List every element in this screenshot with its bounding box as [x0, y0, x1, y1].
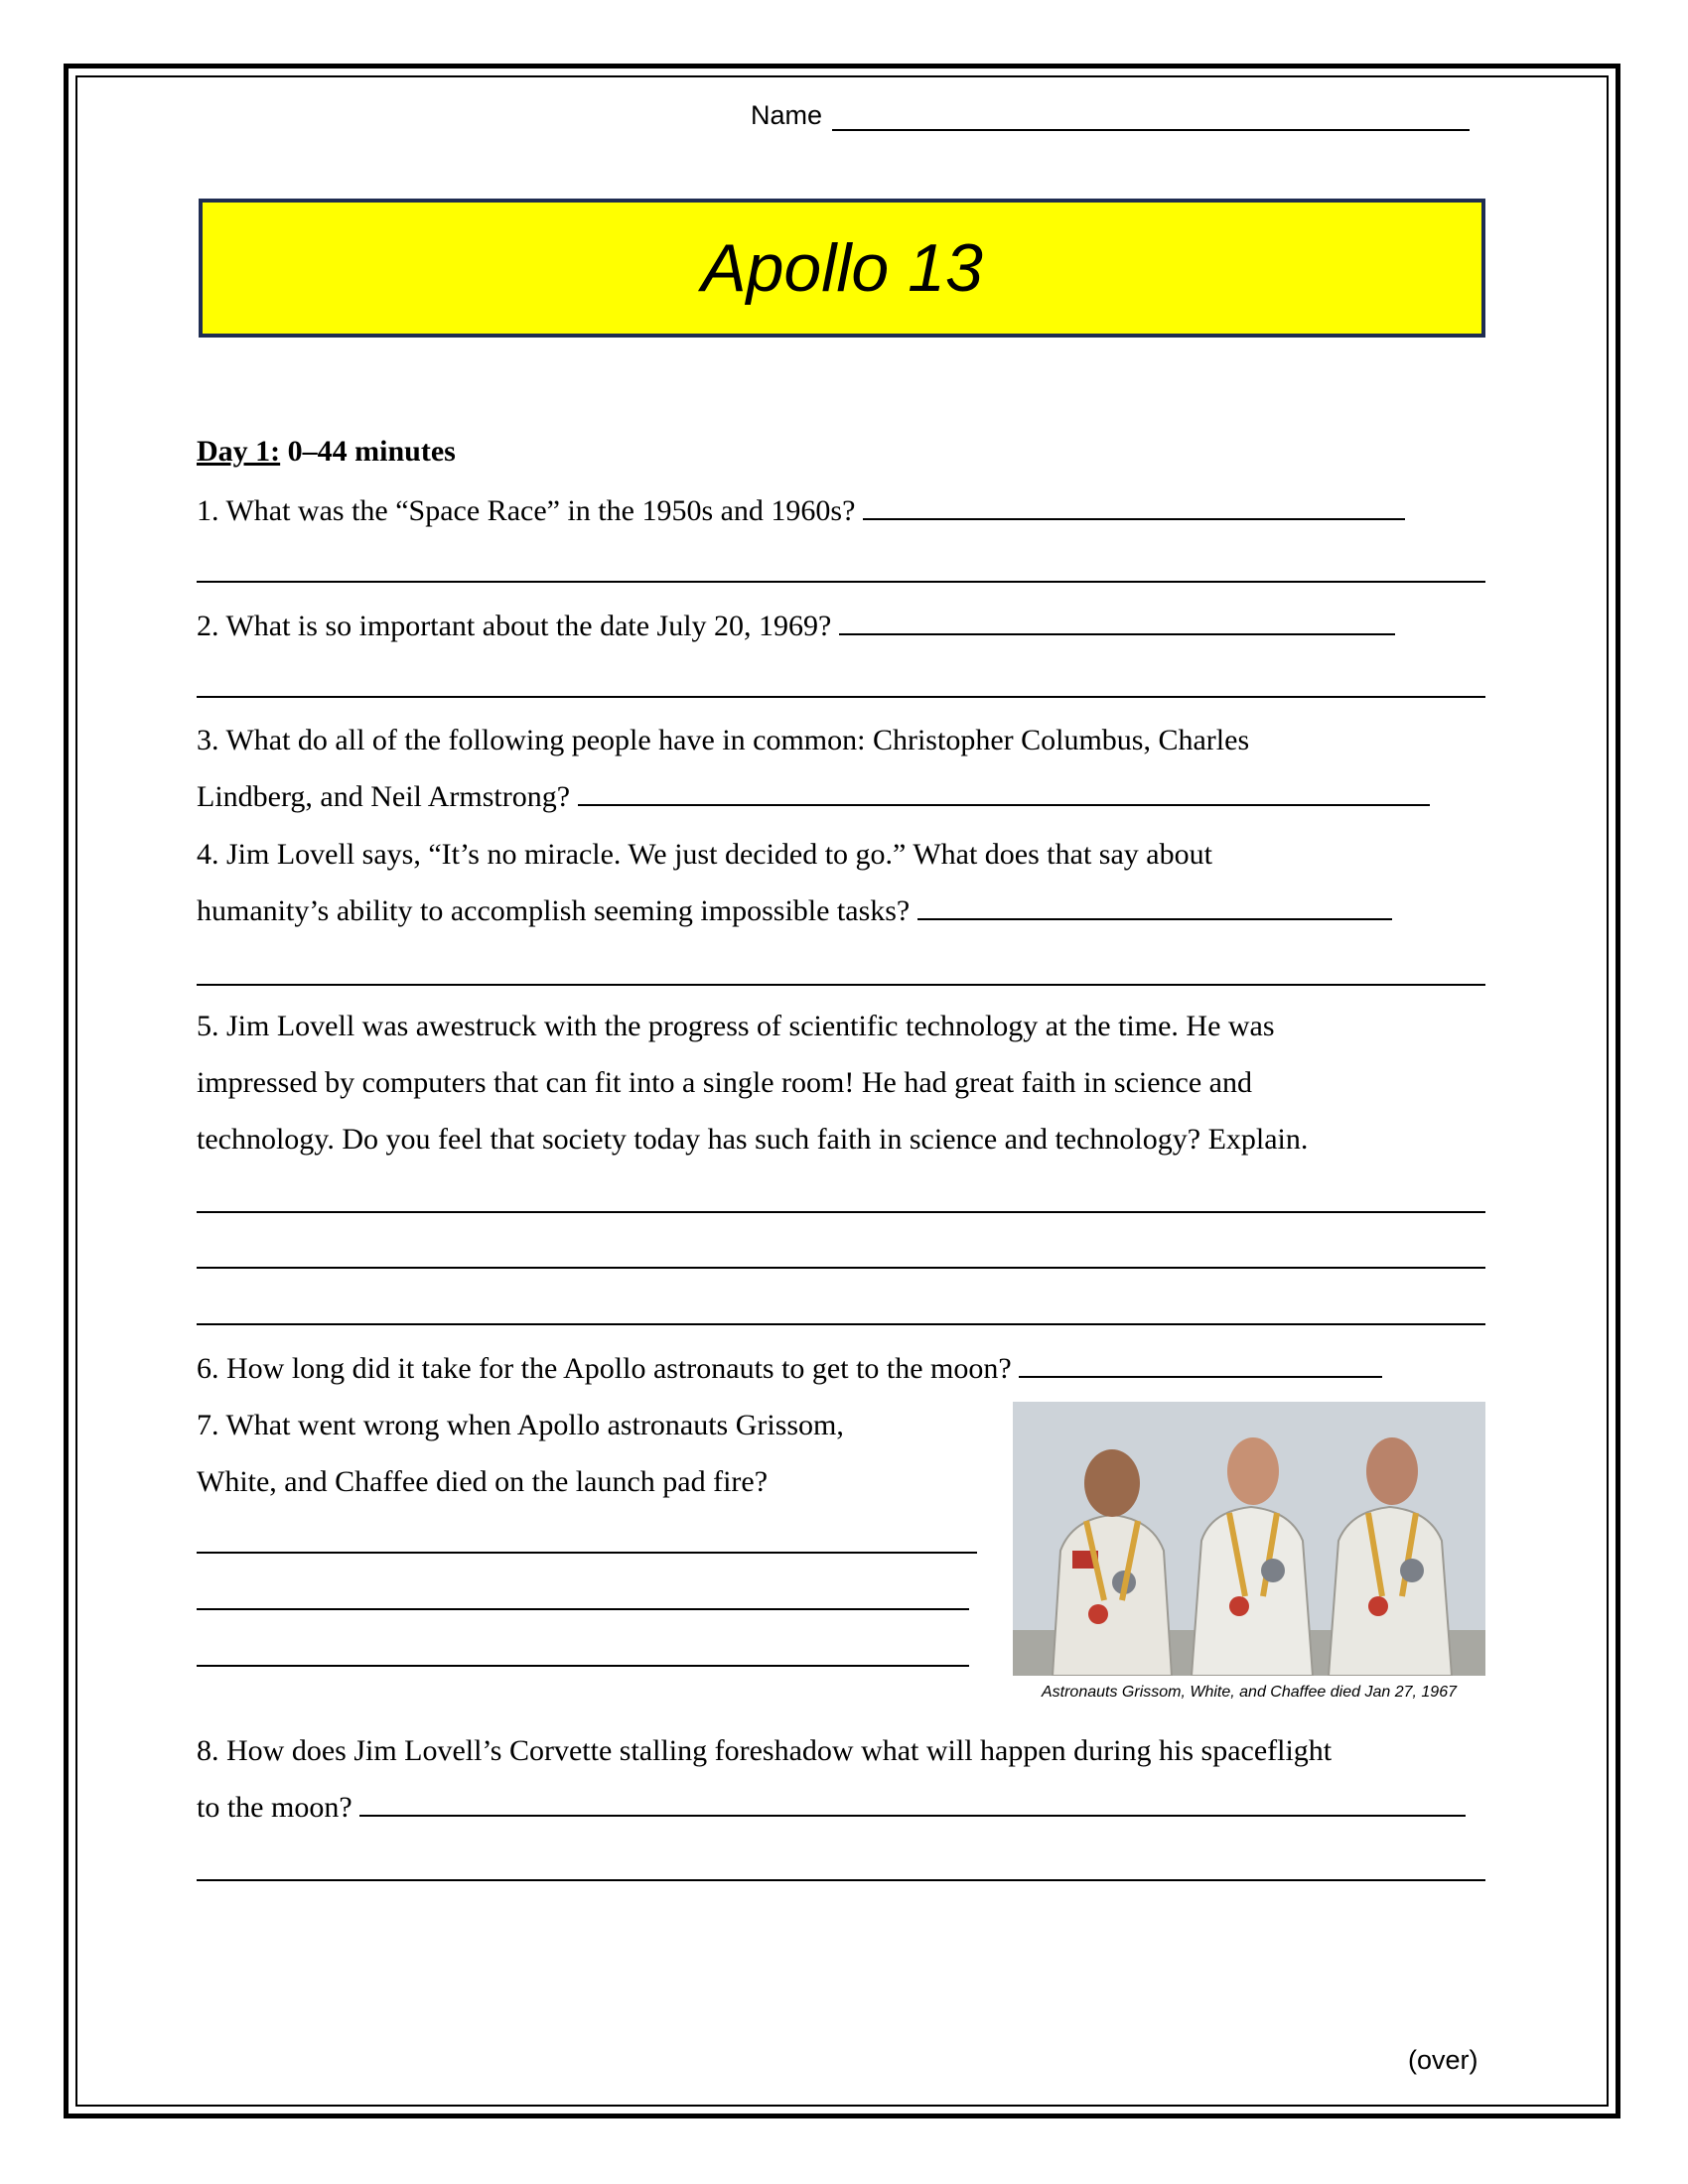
question-number: 7.: [197, 1409, 219, 1441]
question-6: [197, 1340, 1382, 1397]
astronauts-illustration: [1013, 1402, 1485, 1676]
answer-line[interactable]: [197, 984, 1485, 986]
name-row: [751, 97, 1470, 131]
answer-blank[interactable]: [359, 1779, 1466, 1817]
astronauts-photo: [1013, 1402, 1485, 1676]
question-2: [197, 598, 1395, 654]
question-text: What is so important about the date July 20, 1969?: [225, 610, 832, 642]
day-label: Day 1:: [197, 435, 281, 468]
question-7: [197, 1397, 844, 1510]
question-4: [197, 826, 1392, 939]
question-number: 2.: [197, 610, 219, 642]
name-input-line[interactable]: [832, 97, 1470, 131]
answer-blank[interactable]: [839, 598, 1395, 635]
day-range: 0–44 minutes: [280, 435, 456, 468]
question-text-line1: Jim Lovell says, “It’s no miracle. We just decided to go.” What does that say about: [226, 838, 1212, 871]
question-text-line2: to the moon?: [197, 1791, 352, 1824]
question-text: What was the “Space Race” in the 1950s and 1960s?: [225, 494, 856, 527]
question-number: 1.: [197, 494, 219, 527]
question-number: 3.: [197, 724, 219, 756]
over-label: (over): [1408, 2045, 1478, 2075]
answer-line[interactable]: [197, 1608, 969, 1610]
question-8: [197, 1722, 1466, 1836]
question-text-line2: Lindberg, and Neil Armstrong?: [197, 780, 571, 813]
answer-blank[interactable]: [863, 482, 1405, 520]
answer-blank[interactable]: [1019, 1340, 1382, 1378]
page-title: Apollo 13: [701, 230, 983, 306]
question-number: 5.: [197, 1010, 219, 1042]
day-heading: [197, 435, 456, 469]
question-text-line2: impressed by computers that can fit into a single room! He had great faith in science and: [197, 1066, 1252, 1099]
question-3: [197, 712, 1430, 825]
question-number: 6.: [197, 1352, 219, 1385]
answer-line[interactable]: [197, 1665, 969, 1667]
question-text-line3: technology. Do you feel that society today has such faith in science and technology? Explain.: [197, 1123, 1309, 1156]
question-text-line1: Jim Lovell was awestruck with the progress of scientific technology at the time. He was: [226, 1010, 1275, 1042]
answer-line[interactable]: [197, 1879, 1485, 1881]
question-text-line1: What went wrong when Apollo astronauts Grissom,: [225, 1409, 844, 1441]
question-1: [197, 482, 1405, 539]
answer-line[interactable]: [197, 696, 1485, 698]
question-text-line2: humanity’s ability to accomplish seeming impossible tasks?: [197, 894, 911, 927]
answer-line[interactable]: [197, 1267, 1485, 1269]
answer-line[interactable]: [197, 1323, 1485, 1325]
question-text-line2: White, and Chaffee died on the launch pad fire?: [197, 1465, 769, 1498]
question-text-line1: How does Jim Lovell’s Corvette stalling foreshadow what will happen during his spaceflight: [226, 1734, 1333, 1767]
question-number: 4.: [197, 838, 219, 871]
photo-caption: Astronauts Grissom, White, and Chaffee died Jan 27, 1967: [1041, 1684, 1457, 1701]
answer-line[interactable]: [197, 1211, 1485, 1213]
answer-blank[interactable]: [578, 768, 1430, 806]
answer-line[interactable]: [197, 581, 1485, 583]
answer-blank[interactable]: [917, 883, 1392, 920]
question-text-line1: What do all of the following people have in common: Christopher Columbus, Charles: [225, 724, 1250, 756]
title-banner: [199, 199, 1485, 338]
question-number: 8.: [197, 1734, 219, 1767]
answer-line[interactable]: [197, 1552, 977, 1554]
question-text: How long did it take for the Apollo astronauts to get to the moon?: [226, 1352, 1012, 1385]
question-5: [197, 998, 1308, 1167]
name-label: Name: [751, 100, 823, 130]
